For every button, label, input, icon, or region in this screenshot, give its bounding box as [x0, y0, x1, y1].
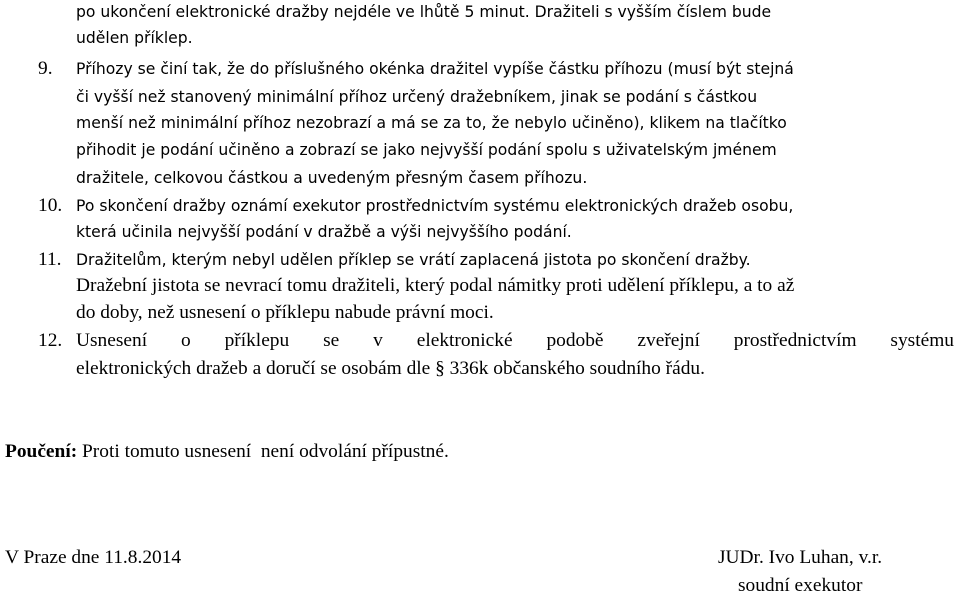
item-12-line-1-text: Usnesení o příklepu se v elektronické podobě zveřejní prostřednictvím systému [76, 330, 954, 351]
legal-notice [5, 439, 449, 465]
item-11-number: 11. [38, 249, 62, 270]
signer-title: soudní exekutor [738, 575, 863, 596]
item-10-line-2: která učinila nejvyšší podání v dražbě a výši nejvyššího podání. [76, 223, 572, 241]
item-9-line-2: či vyšší než stanovený minimální příhoz určený dražebníkem, jinak se podání s částkou [76, 88, 758, 106]
item-12-line-2: elektronických dražeb a doručí se osobám dle § 336k občanského soudního řádu. [76, 358, 705, 379]
legal-notice-label: Poučení: [5, 441, 78, 462]
place-and-date: V Praze dne 11.8.2014 [5, 547, 182, 568]
item-11-line-2: Dražební jistota se nevrací tomu dražiteli, který podal námitky proti udělení příklepu, a to až [76, 275, 795, 296]
item-9-number: 9. [38, 58, 53, 79]
item-12-number: 12. [38, 330, 63, 351]
item-11-line-1: Dražitelům, kterým nebyl udělen příklep se vrátí zaplacená jistota po skončení dražby. [76, 251, 751, 269]
item-10-line-1: Po skončení dražby oznámí exekutor prostřednictvím systému elektronických dražeb osobu, [76, 197, 794, 215]
signer-name: JUDr. Ivo Luhan, v.r. [718, 547, 883, 568]
item-12-line-1 [76, 328, 954, 354]
item-11-line-3: do doby, než usnesení o příklepu nabude právní moci. [76, 302, 494, 323]
item-9-line-4: přihodit je podání učiněno a zobrazí se jako nejvyšší podání spolu s uživatelským jménem [76, 141, 777, 159]
continuation-line-2: udělen příklep. [76, 29, 193, 47]
item-9-line-1: Příhozy se činí tak, že do příslušného okénka dražitel vypíše částku příhozu (musí být stejná [76, 60, 794, 78]
item-9-line-3: menší než minimální příhoz nezobrazí a má se za to, že nebylo učiněno), klikem na tlačítko [76, 114, 787, 132]
legal-notice-text: Proti tomuto usnesení není odvolání přípustné. [77, 441, 449, 462]
item-9-line-5: dražitele, celkovou částkou a uvedeným přesným časem příhozu. [76, 169, 588, 187]
continuation-line-1: po ukončení elektronické dražby nejdéle ve lhůtě 5 minut. Dražiteli s vyšším číslem bude [76, 3, 772, 21]
item-10-number: 10. [38, 195, 63, 216]
